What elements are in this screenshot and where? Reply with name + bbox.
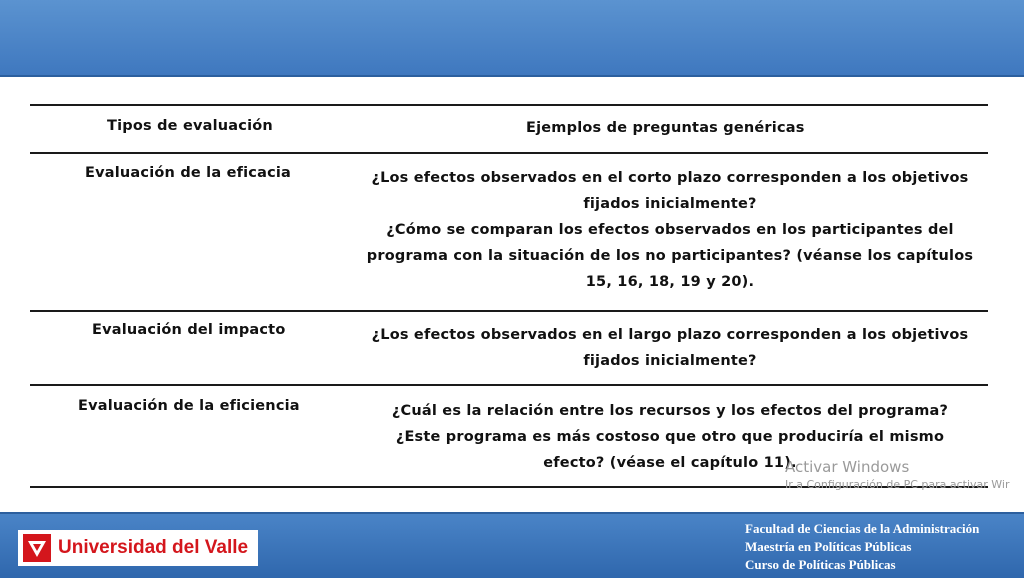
- row-type-eficacia: Evaluación de la eficacia: [85, 165, 292, 181]
- header-types: Tipos de evaluación: [107, 118, 273, 134]
- watermark-line2: Ir a Configuración de PC para activar Wir: [785, 478, 1010, 491]
- row-type-eficiencia: Evaluación de la eficiencia: [78, 398, 300, 414]
- course-info: [745, 520, 979, 574]
- faculty-line: Facultad de Ciencias de la Administración: [745, 521, 980, 536]
- row-rule: [30, 310, 988, 312]
- activation-watermark: [785, 458, 1010, 494]
- question-line: 15, 16, 18, 19 y 20).: [585, 274, 755, 290]
- question-line: ¿Cuál es la relación entre los recursos y los efectos del programa?: [391, 403, 949, 419]
- question-line: programa con la situación de los no participantes? (véanse los capítulos: [366, 248, 974, 264]
- watermark-line1: Activar Windows: [785, 458, 910, 476]
- footer-bar: [0, 512, 1024, 578]
- logo-text: Universidad del Valle: [58, 537, 249, 558]
- row-questions-impacto: [360, 322, 980, 374]
- row-type-impacto: Evaluación del impacto: [92, 322, 286, 338]
- program-line: Maestría en Políticas Públicas: [745, 539, 912, 554]
- question-line: ¿Este programa es más costoso que otro que produciría el mismo: [395, 429, 945, 445]
- row-questions-eficacia: [360, 165, 980, 295]
- question-line: ¿Cómo se comparan los efectos observados en los participantes del: [386, 222, 954, 238]
- university-shield-icon: [22, 533, 52, 563]
- row-rule: [30, 384, 988, 386]
- question-line: ¿Los efectos observados en el corto plazo corresponden a los objetivos: [371, 170, 969, 186]
- question-line: efecto? (véase el capítulo 11).: [543, 455, 797, 471]
- university-logo: [18, 530, 258, 566]
- header-rule: [30, 152, 988, 154]
- table-top-rule: [30, 104, 988, 106]
- question-line: fijados inicialmente?: [583, 353, 757, 369]
- header-examples: Ejemplos de preguntas genéricas: [526, 120, 805, 136]
- course-line: Curso de Políticas Públicas: [745, 557, 896, 572]
- question-line: ¿Los efectos observados en el largo plazo corresponden a los objetivos: [371, 327, 969, 343]
- question-line: fijados inicialmente?: [583, 196, 757, 212]
